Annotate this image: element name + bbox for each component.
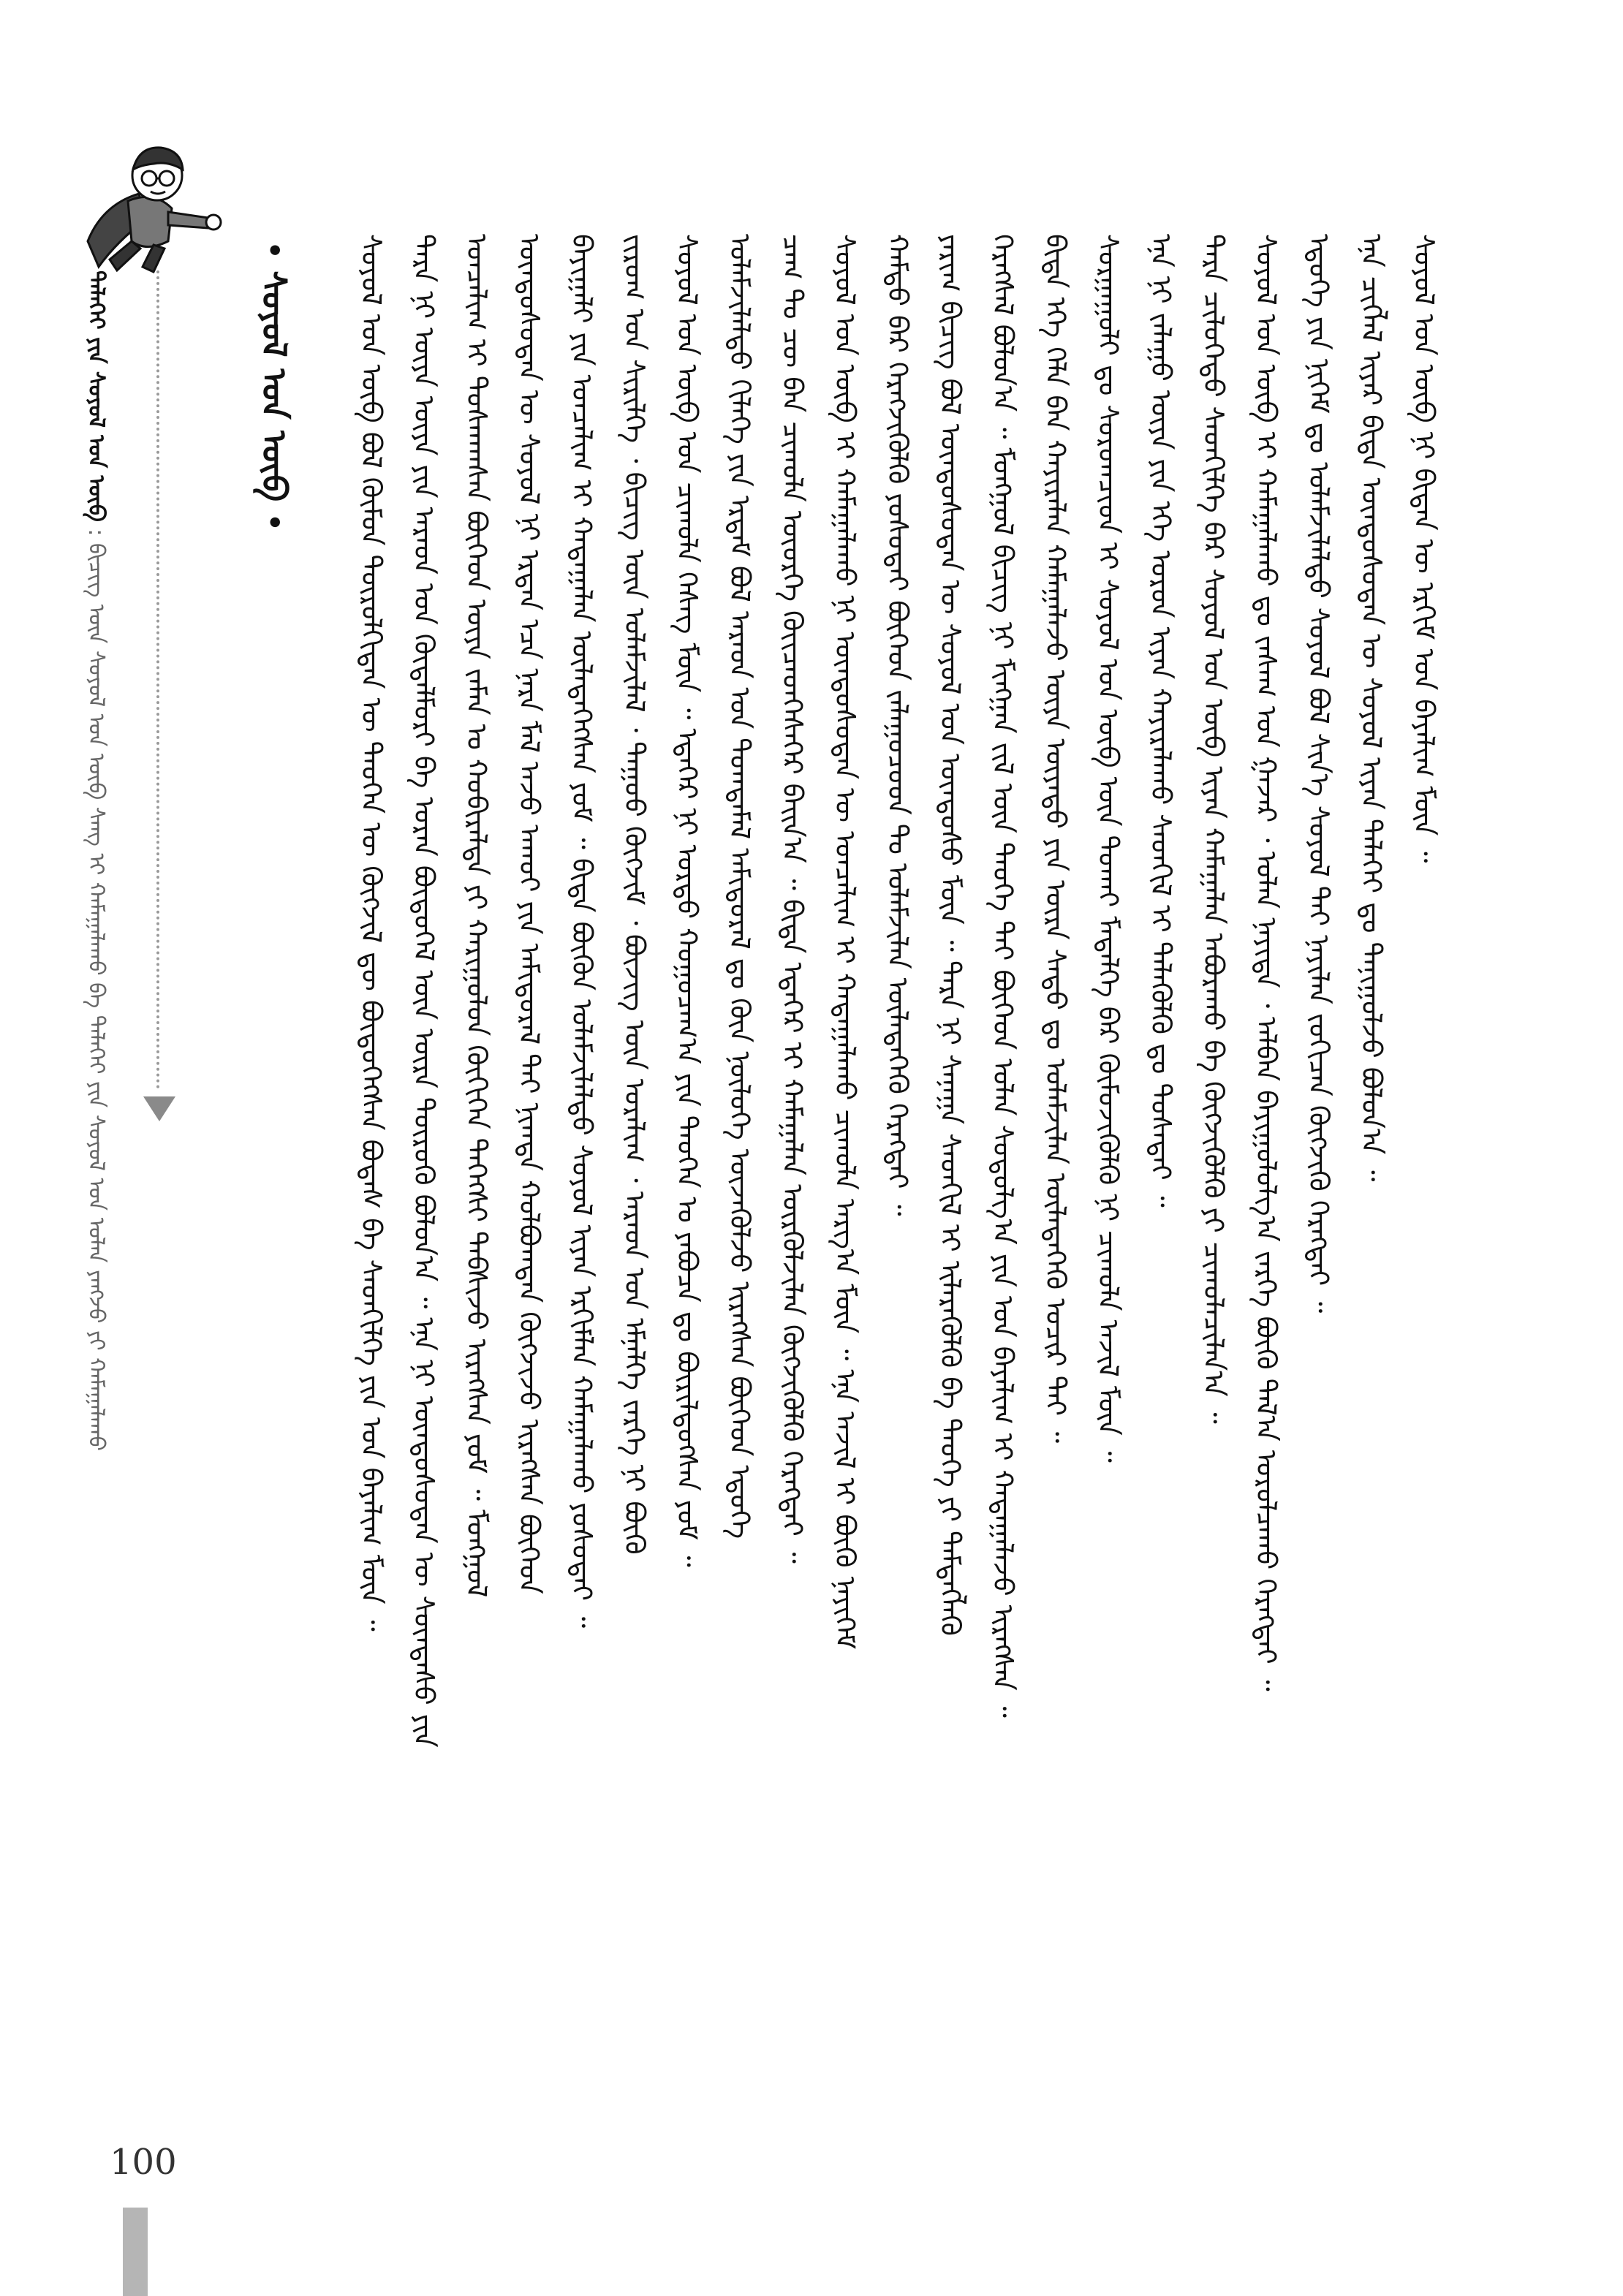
- header-dotted-rule: [156, 270, 159, 1089]
- section-bullet: •: [258, 241, 290, 259]
- text-line: ᠰᠣᠶᠣᠯ ᠤᠨ ᠥᠪ ᠢ ᠬᠠᠮᠠᠭᠠᠯᠠᠬᠤ ᠳᠤ ᠵᠠᠰᠠᠭ ᠤᠨ ᠭᠠᠵᠠᠷ ᠂ ᠣᠯᠠᠨ ᠨᠡᠶᠢᠲᠡ ᠂ ᠠᠯᠪᠠᠨ ᠪᠠᠶᠢᠭᠤᠯᠤᠯᠭ᠎ᠠ ᠵᠡᠷᠭᠡ ᠪᠦᠬᠦ ᠲᠠᠯ᠎ᠠ ᠣᠷᠣᠯᠴᠠᠬᠤ ᠬᠡᠷᠡᠭᠲᠡᠢ ᠃: [1250, 234, 1282, 1691]
- text-line: ᠣᠨᠴᠠᠯᠢᠭ ᠢ ᠲᠤᠰᠬᠠᠭᠰᠠᠨ ᠪᠥᠭᠡᠳ ᠦᠶᠡ ᠵᠠᠮᠠᠨ ᠤ ᠬᠤᠪᠢᠷᠠᠯᠲᠠ ᠶᠢ ᠬᠠᠷᠢᠭᠤᠯᠤᠨ ᠬᠥᠬᠢᠭᠡᠨ ᠳᠡᠭᠡᠭᠰᠢ ᠳᠠᠪᠰᠢᠵᠤ ᠢᠷᠡᠭᠰᠡᠨ ᠶᠤᠮ ᠃ ᠮᠣᠩᠭᠣᠯ: [461, 234, 493, 1598]
- text-line: ᠰᠣᠶᠣᠯ ᠤᠨ ᠥᠪ ᠪᠣᠯ ᠬᠦᠮᠦᠨ ᠲᠥᠷᠥᠯᠬᠢᠲᠡᠨ ᠦ ᠲᠡᠦᠬᠡᠨ ᠦ ᠬᠥᠭᠵᠢᠯ ᠳᠦ ᠪᠦᠲᠦᠭᠡᠭᠰᠡᠨ ᠪᠣᠳᠠᠰ ᠪᠠ ᠰᠡᠳᠬᠢᠯᠭᠡ ᠶᠢᠨ ᠡᠳ ᠪᠠᠶᠠᠯᠢᠭ ᠮᠥᠨ ᠃: [355, 234, 387, 1632]
- text-line: ᠬᠡᠷᠡᠭᠰᠡᠯ ᠪᠣᠯᠣᠨ᠎ᠠ ᠃ ᠮᠣᠩᠭᠣᠯ ᠪᠢᠴᠢᠭ᠌ ᠨᠢ ᠮᠢᠩᠭᠠᠨ ᠵᠢᠯ ᠦᠨ ᠲᠡᠦᠬᠡ ᠲᠠᠢ ᠪᠥᠭᠡᠳ ᠣᠯᠠᠨ ᠰᠣᠳᠣᠯᠭ᠎ᠠ ᠶᠢᠨ ᠡᠳ ᠪᠠᠶᠠᠯᠢᠭ ᠢ ᠬᠠᠳᠠᠭᠠᠯᠠᠵᠤ ᠢᠷᠡᠭᠰᠡᠨ ᠃: [987, 234, 1019, 1718]
- text-line: ᠡᠳᠦᠭᠡ ᠶᠢᠨ ᠨᠢᠭᠡᠮ ᠳᠤ ᠤᠯᠠᠮᠵᠢᠯᠠᠯᠳᠤ ᠰᠣᠶᠣᠯ ᠪᠣᠯ ᠰᠢᠨ᠎ᠡ ᠰᠣᠶᠣᠯ ᠲᠠᠢ ᠨᠡᠶᠢᠯᠡᠨ ᠵᠣᠬᠢᠴᠠᠨ ᠬᠥᠭᠵᠢᠬᠦ ᠬᠡᠷᠡᠭᠲᠡᠢ ᠃: [1303, 234, 1335, 1314]
- running-header-text: ᠪᠢᠴᠢᠭ᠌ ᠦᠨ ᠰᠣᠶᠣᠯ ᠤᠨ ᠥᠪ ᠰᠠᠩ ᠢ ᠬᠠᠮᠠᠭᠠᠯᠠᠬᠤ ᠪᠠ ᠳᠡᠯᠡᠬᠡᠢ ᠶᠢᠨ ᠰᠣᠶᠣᠯ ᠤᠨ ᠣᠯᠠᠨ ᠶᠠᠩᠵᠤ ᠶᠢ ᠬᠠᠮᠠᠭᠠᠯᠠᠬᠤ: [83, 543, 109, 1451]
- page-number: 100: [110, 2142, 177, 2183]
- text-line: ᠬᠠᠮᠲᠤ ᠪᠡᠷ ᠬᠡᠷᠡᠭᠵᠢᠭᠦᠯᠬᠦ ᠶᠣᠰᠣᠲᠠᠢ ᠪᠥᠭᠡᠳ ᠵᠠᠯᠠᠭᠤᠴᠤᠳ ᠲᠤ ᠤᠯᠠᠮᠵᠢᠯᠠᠨ ᠦᠯᠡᠳᠡᠭᠡᠬᠦ ᠬᠡᠷᠡᠭᠲᠡᠢ ᠃: [882, 234, 914, 1216]
- text-line: ᠲᠡᠷᠡ ᠴᠢᠯᠦᠭᠡᠲᠦ ᠰᠡᠳᠬᠢᠯᠭᠡ ᠪᠡᠷ ᠰᠣᠶᠣᠯ ᠤᠨ ᠥᠪ ᠢᠶᠡᠨ ᠬᠠᠮᠠᠭᠠᠯᠠᠨ ᠠᠪᠤᠷᠠᠬᠤ ᠪᠠ ᠬᠥᠭᠵᠢᠭᠦᠯᠬᠦ ᠶᠢ ᠴᠢᠬᠤᠯᠠᠴᠢᠯᠠᠨ᠎ᠠ ᠃: [1198, 234, 1230, 1424]
- header-arrow-icon: [143, 1096, 175, 1121]
- text-line: ᠤᠯᠠᠮᠵᠢᠯᠠᠯᠳᠤ ᠬᠢᠯᠡᠭᠡ ᠶᠢᠨ ᠡᠷᠳᠡᠮ ᠪᠣᠯ ᠠᠷᠠᠳ ᠤᠨ ᠲᠣᠭᠲᠠᠮᠠᠯ ᠠᠮᠢᠳᠤᠷᠠᠯ ᠳᠤ ᠭᠦᠨ ᠨᠥᠯᠦᠭᠡ ᠦᠵᠡᠭᠦᠯᠵᠦ ᠢᠷᠡᠭᠰᠡᠨ ᠪᠥᠭᠡᠳ ᠡᠳᠦᠭᠡ: [724, 234, 756, 1539]
- running-header: [70, 270, 121, 1451]
- text-line: ᠴᠠᠭ ᠲᠤ ᠴᠦ ᠪᠠᠨ ᠴᠢᠬᠤᠯᠠ ᠦᠦᠷᠭᠡ ᠭᠦᠢᠴᠡᠳᠭᠡᠰᠡᠭᠡᠷ ᠪᠠᠢᠨ᠎ᠠ ᠃ ᠪᠢᠳᠡ ᠡᠳᠡᠭᠡᠷ ᠢ ᠬᠠᠮᠠᠭᠠᠯᠠᠨ ᠦᠷᠭᠦᠯᠵᠢᠯᠡᠨ ᠬᠥᠭᠵᠢᠭᠦᠯᠬᠦ ᠬᠡᠷᠡᠭᠲᠡᠢ ᠃: [776, 234, 809, 1564]
- running-header-book-title: ᠳᠡᠯᠡᠬᠡᠢ ᠶᠢᠨ ᠰᠣᠶᠣᠯ ᠤᠨ ᠦᠪ: [83, 270, 109, 522]
- text-line: ᠪᠠᠶᠢᠭᠠᠯᠢ ᠶᠢᠨ ᠣᠨᠴᠠᠯᠢᠭ ᠢ ᠬᠠᠳᠠᠭᠠᠯᠠᠨ ᠦᠯᠡᠳᠡᠭᠡᠭᠰᠡᠨ ᠶᠤᠮ ᠃ ᠪᠢᠳᠡ ᠪᠦᠬᠦᠨ ᠤᠯᠠᠮᠵᠢᠯᠠᠯᠳᠤ ᠰᠣᠶᠣᠯ ᠢᠶᠠᠨ ᠡᠷᠬᠢᠮᠯᠡᠨ ᠬᠠᠮᠠᠭᠠᠯᠠᠬᠤ ᠶᠣᠰᠣᠲᠠᠢ ᠃: [566, 234, 598, 1629]
- body-text: [351, 234, 1469, 2134]
- section-heading: [249, 241, 300, 607]
- text-line: ᠶᠠᠷᠢᠭ ᠪᠢᠴᠢᠭ᠌ ᠪᠣᠯ ᠦᠨᠳᠦᠰᠦᠲᠡᠨ ᠦ ᠰᠣᠶᠣᠯ ᠤᠨ ᠦᠨᠳᠦᠰᠦ ᠮᠥᠨ ᠃ ᠲᠡᠷᠡ ᠨᠢ ᠰᠠᠨᠠᠭᠠ ᠰᠡᠳᠬᠢᠯ ᠢ ᠢᠯᠡᠷᠡᠭᠦᠯᠬᠦ ᠪᠠ ᠲᠡᠦᠬᠡ ᠶᠢ ᠲᠡᠮᠳᠡᠭᠯᠡᠬᠦ: [934, 234, 966, 1636]
- text-line: ᠵᠢᠷᠤᠭ ᠤᠨ ᠰᠢᠷᠢᠯᠭᠡ ᠂ ᠪᠢᠴᠢᠭ᠌ ᠦᠨ ᠤᠯᠠᠮᠵᠢᠯᠠᠯ ᠂ ᠳᠠᠭᠤᠤ ᠬᠥᠭᠵᠢᠮ ᠂ ᠪᠦᠵᠢᠭ ᠦᠨ ᠤᠷᠠᠯᠢᠭ ᠂ ᠠᠷᠠᠳ ᠤᠨ ᠡᠮᠨᠡᠯᠭᠡ ᠵᠡᠷᠭᠡ ᠨᠢ ᠪᠦᠬᠦ: [618, 234, 651, 1555]
- running-header-separator: :: [83, 528, 109, 544]
- section-heading-text: ᠰᠣᠶᠣᠯ ᠤᠨ ᠥᠪ: [254, 270, 294, 502]
- text-line: ᠰᠣᠶᠣᠯ ᠤᠨ ᠥᠪ ᠤᠨ ᠴᠢᠬᠤᠯᠠ ᠬᠡᠰᠡᠭ ᠮᠥᠨ ᠃ ᠡᠳᠡᠭᠡᠷ ᠨᠢ ᠤᠷᠲᠤ ᠬᠤᠭᠤᠴᠠᠭ᠎ᠠ ᠶᠢᠨ ᠲᠡᠦᠬᠡᠨ ᠤ ᠶᠠᠪᠤᠴᠠ ᠳᠤ ᠪᠦᠷᠢᠯᠳᠦᠭᠰᠡᠨ ᠶᠤᠮ ᠃: [671, 234, 703, 1567]
- section-bullet-end: •: [258, 513, 290, 531]
- margin-tab: [123, 2208, 148, 2296]
- text-line: ᠲᠡᠷᠡ ᠨᠢ ᠦᠶᠡ ᠦᠶᠡ ᠶᠢᠨ ᠠᠷᠠᠳ ᠤᠨ ᠬᠥᠳᠡᠯᠮᠦᠷᠢ ᠪᠠ ᠤᠷᠠᠨ ᠪᠦᠲᠦᠭᠡᠯ ᠦᠨ ᠦᠷᠡ ᠲᠦᠷᠦᠭᠦ ᠪᠣᠯᠤᠨ᠎ᠠ ᠃ ᠡᠨᠡ ᠨᠢ ᠦᠨᠳᠦᠰᠦᠲᠡᠨ ᠦ ᠰᠦᠨᠳᠡᠰᠦ ᠶᠢᠨ: [408, 234, 440, 1748]
- text-line: ᠰᠣᠶᠣᠯ ᠤᠨ ᠥᠪ ᠢ ᠬᠠᠮᠠᠭᠠᠯᠠᠬᠤ ᠨᠢ ᠦᠨᠳᠦᠰᠦᠲᠡᠨ ᠦ ᠣᠨᠴᠠᠯᠢᠭ ᠢ ᠬᠠᠳᠠᠭᠠᠯᠠᠬᠤ ᠴᠢᠬᠤᠯᠠ ᠠᠷᠭ᠎ᠠ ᠮᠥᠨ ᠃ ᠡᠨᠡ ᠠᠵᠢᠯ ᠢ ᠪᠦᠬᠦ ᠨᠡᠶᠢᠭᠡᠮ: [829, 234, 861, 1650]
- text-line: ᠦᠨᠳᠦᠰᠦᠲᠡᠨ ᠦ ᠰᠣᠶᠣᠯ ᠨᠢ ᠡᠷᠲᠡᠨ ᠡᠴᠡ ᠨᠠᠷᠠ ᠮᠠᠯ ᠠᠵᠤ ᠠᠬᠤᠢ ᠶᠢᠨ ᠠᠮᠢᠳᠤᠷᠠᠯ ᠲᠠᠢ ᠨᠢᠭᠲᠠ ᠬᠣᠯᠪᠣᠭᠳᠠᠨ ᠬᠥᠭᠵᠢᠵᠦ ᠢᠷᠡᠭᠰᠡᠨ ᠪᠥᠭᠡᠳ: [513, 234, 545, 1594]
- text-line: ᠡᠨᠡ ᠨᠢ ᠵᠠᠯᠠᠭᠤ ᠦᠶᠡ ᠶᠢᠨ ᠡᠬᠡ ᠣᠷᠣᠨ ᠢᠶᠠᠨ ᠬᠠᠶᠢᠷᠠᠯᠠᠬᠤ ᠰᠡᠳᠬᠢᠯ ᠢ ᠲᠡᠯᠡᠭᠦᠯᠬᠦ ᠳᠤ ᠲᠤᠰᠠᠲᠠᠢ ᠃: [1145, 234, 1177, 1208]
- text-line: ᠪᠢᠳᠡ ᠡᠬᠡ ᠬᠡᠯᠡ ᠪᠡᠨ ᠬᠠᠶᠢᠷᠠᠯᠠᠨ ᠬᠠᠮᠠᠭᠠᠯᠠᠵᠤ ᠦᠶᠡ ᠦᠶᠡᠳᠦ ᠶᠢᠨ ᠦᠷᠡ ᠰᠠᠳᠤ ᠳᠤ ᠤᠯᠠᠮᠵᠢᠯᠠᠨ ᠦᠯᠡᠳᠡᠭᠡᠬᠦ ᠤᠴᠢᠷ ᠲᠠᠢ ᠃: [1040, 234, 1072, 1444]
- text-line: ᠰᠣᠶᠣᠯ ᠤᠨ ᠥᠪ ᠨᠢ ᠪᠢᠳᠡᠨ ᠦ ᠡᠷᠬᠢᠮ ᠡᠳ ᠪᠠᠶᠠᠯᠢᠭ ᠮᠥᠨ ᠃: [1408, 234, 1440, 863]
- text-line: ᠰᠤᠷᠭᠠᠭᠤᠯᠢ ᠳᠤ ᠰᠤᠷᠤᠭᠴᠢᠳ ᠢ ᠰᠣᠶᠣᠯ ᠤᠨ ᠥᠪ ᠦᠨ ᠲᠤᠬᠠᠢ ᠮᠡᠳᠡᠯᠭᠡ ᠪᠡᠷ ᠬᠦᠮᠦᠵᠢᠭᠦᠯᠬᠦ ᠨᠢ ᠴᠢᠬᠤᠯᠠ ᠠᠵᠢᠯ ᠮᠥᠨ ᠃: [1092, 234, 1124, 1463]
- text-line: ᠡᠨᠡ ᠴᠢᠭᠯᠡᠯ ᠢᠶᠡᠷ ᠪᠢᠳᠡ ᠦᠨᠳᠦᠰᠦᠲᠡᠨ ᠦ ᠰᠣᠶᠣᠯ ᠢᠶᠠᠨ ᠳᠡᠯᠡᠬᠡᠢ ᠳᠤ ᠲᠠᠨᠢᠭᠤᠯᠵᠤ ᠪᠣᠯᠣᠨ᠎ᠠ ᠃: [1355, 234, 1388, 1182]
- superhero-mascot-illustration: [58, 132, 234, 278]
